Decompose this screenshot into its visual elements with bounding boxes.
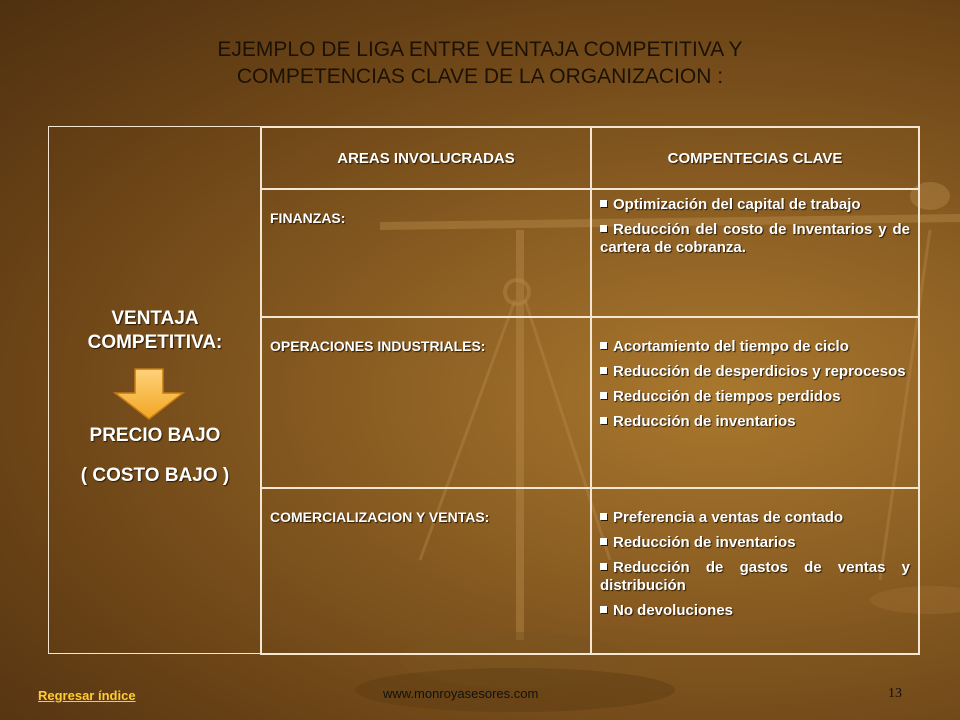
item-text: Reducción del costo de Inventarios y de cartera de cobranza. bbox=[600, 221, 910, 256]
competencies-cell bbox=[591, 189, 919, 317]
list-item bbox=[600, 363, 910, 381]
item-text: Reducción de desperdicios y reprocesos bbox=[613, 363, 906, 380]
slide-title bbox=[120, 36, 840, 90]
title-line-2: COMPETENCIAS CLAVE DE LA ORGANIZACION : bbox=[236, 65, 724, 88]
page-number: 13 bbox=[888, 686, 902, 701]
list-item bbox=[600, 413, 910, 431]
back-to-index-link[interactable]: Regresar índice bbox=[38, 688, 136, 703]
table-row bbox=[261, 488, 919, 654]
list-item bbox=[600, 534, 910, 552]
list-item bbox=[600, 559, 910, 595]
bullet-icon bbox=[600, 367, 607, 374]
table-header-row bbox=[261, 127, 919, 189]
competencies-table bbox=[260, 126, 920, 655]
area-cell: FINANZAS: bbox=[261, 189, 591, 317]
item-text: Acortamiento del tiempo de ciclo bbox=[613, 338, 849, 355]
bullet-icon bbox=[600, 538, 607, 545]
table-row bbox=[261, 189, 919, 317]
title-line-1: EJEMPLO DE LIGA ENTRE VENTAJA COMPETITIVA Y bbox=[217, 38, 743, 61]
list-item bbox=[600, 221, 910, 257]
competencies-cell bbox=[591, 488, 919, 654]
item-text: Reducción de gastos de ventas y distribución bbox=[600, 559, 910, 594]
header-areas: AREAS INVOLUCRADAS bbox=[261, 127, 591, 189]
low-cost-label: ( COSTO BAJO ) bbox=[80, 465, 230, 486]
item-text: Preferencia a ventas de contado bbox=[613, 509, 844, 526]
item-text: No devoluciones bbox=[613, 602, 734, 619]
list-item bbox=[600, 388, 910, 406]
item-text: Reducción de tiempos perdidos bbox=[613, 388, 841, 405]
list-item bbox=[600, 338, 910, 356]
bullet-icon bbox=[600, 200, 607, 207]
bullet-icon bbox=[600, 225, 607, 232]
bullet-icon bbox=[600, 563, 607, 570]
item-text: Reducción de inventarios bbox=[613, 534, 796, 551]
list-item bbox=[600, 509, 910, 527]
list-item bbox=[600, 196, 910, 214]
area-cell: OPERACIONES INDUSTRIALES: bbox=[261, 317, 591, 488]
table-row bbox=[261, 317, 919, 488]
advantage-label-2: COMPETITIVA: bbox=[87, 332, 223, 353]
list-item bbox=[600, 602, 910, 620]
bullet-icon bbox=[600, 606, 607, 613]
bullet-icon bbox=[600, 417, 607, 424]
low-price-label: PRECIO BAJO bbox=[89, 425, 221, 446]
area-cell: COMERCIALIZACION Y VENTAS: bbox=[261, 488, 591, 654]
advantage-label-1: VENTAJA bbox=[111, 308, 199, 329]
item-text: Optimización del capital de trabajo bbox=[613, 196, 861, 213]
competencies-cell bbox=[591, 317, 919, 488]
bullet-icon bbox=[600, 392, 607, 399]
competitive-advantage-box bbox=[48, 126, 262, 654]
down-arrow-icon bbox=[113, 367, 185, 421]
website-footer: www.monroyasesores.com bbox=[383, 686, 539, 701]
bullet-icon bbox=[600, 342, 607, 349]
bullet-icon bbox=[600, 513, 607, 520]
header-competencies: COMPENTECIAS CLAVE bbox=[591, 127, 919, 189]
item-text: Reducción de inventarios bbox=[613, 413, 796, 430]
